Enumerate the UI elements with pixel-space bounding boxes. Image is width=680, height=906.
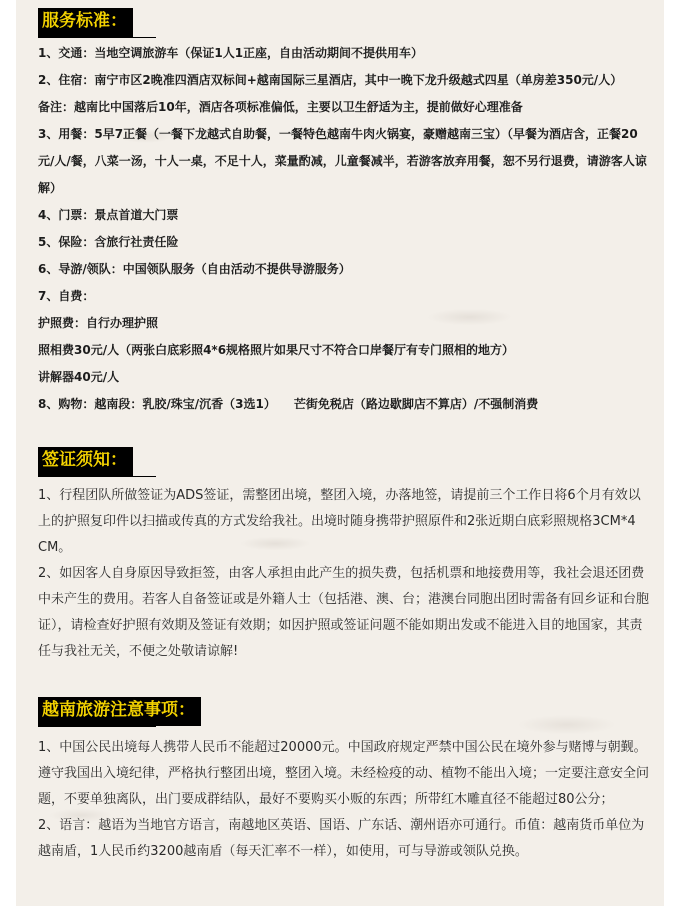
service-item: 4、门票：景点首道大门票: [38, 208, 179, 222]
service-standards-list: [38, 40, 648, 418]
service-item: 1、交通：当地空调旅游车（保证1人1正座，自由活动期间不提供用车）: [38, 46, 424, 60]
visa-heading: 签证须知：: [38, 447, 133, 476]
vietnam-notes-heading: 越南旅游注意事项：: [38, 697, 201, 726]
notes-paragraph: 2、语言：越语为当地官方语言，南越地区英语、国语、广东话、潮州语亦可通行。币值：越南货币单位为越南盾，1人民币约3200越南盾（每天汇率不一样），如使用，可与导游或领队兑换。: [38, 818, 645, 859]
visa-paragraph: 2、如因客人自身原因导致拒签，由客人承担由此产生的损失费，包括机票和地接费用等，我社会退还团费中未产生的费用。若客人自备签证或是外籍人士（包括港、澳、台；港澳台同胞出团时需备有回乡证和台胞证），请检查好护照有效期及签证有效期；如因护照或签证问题不能如期出发或不能进入目的地国家，其责任与我社无关，不便之处敬请谅解!: [38, 566, 650, 659]
service-item: 讲解器40元/人: [38, 370, 120, 384]
vietnam-notes-body: [38, 735, 650, 865]
service-item: 护照费：自行办理护照: [38, 316, 159, 330]
service-item: 备注：越南比中国落后10年，酒店各项标准偏低，主要以卫生舒适为主，提前做好心理准备: [38, 100, 523, 114]
notes-paragraph: 1、中国公民出境每人携带人民币不能超过20000元。中国政府规定严禁中国公民在境外参与赌博与朝觐。遵守我国出入境纪律，严格执行整团出境，整团入境。未经检疫的动、植物不能出入境；一定要注意安全问题，不要单独离队，出门要成群结队，最好不要购买小贩的东西；所带红木雕直径不能超过80公分；: [38, 740, 650, 807]
service-standards-heading: 服务标准：: [38, 8, 133, 37]
visa-paragraph: 1、行程团队所做签证为ADS签证，需整团出境，整团入境，办落地签，请提前三个工作日将6个月有效以上的护照复印件以扫描或传真的方式发给我社。出境时随身携带护照原件和2张近期白底彩照规格3CM*4 CM。: [38, 488, 641, 555]
visa-body: [38, 483, 650, 665]
service-item: 5、保险：含旅行社责任险: [38, 235, 179, 249]
service-item: 3、用餐：5早7正餐（一餐下龙越式自助餐，一餐特色越南牛肉火锅宴，豪赠越南三宝）（早餐为酒店含，正餐20元/人/餐，八菜一汤，十人一桌，不足十人，菜量酌减，儿童餐减半，若游客放弃用餐，恕不另行退费，请游客人谅解）: [38, 127, 647, 195]
service-item: 照相费30元/人（两张白底彩照4*6规格照片如果尺寸不符合口岸餐厅有专门照相的地方）: [38, 343, 515, 357]
service-item: 7、自费：: [38, 289, 95, 303]
service-item: 8、购物：越南段：乳胶/珠宝/沉香（3选1） 芒街免税店（路边歇脚店不算店）/不强制消费: [38, 397, 539, 411]
service-item: 6、导游/领队：中国领队服务（自由活动不提供导游服务）: [38, 262, 351, 276]
service-item: 2、住宿：南宁市区2晚准四酒店双标间+越南国际三星酒店，其中一晚下龙升级越式四星（单房差350元/人）: [38, 73, 623, 87]
